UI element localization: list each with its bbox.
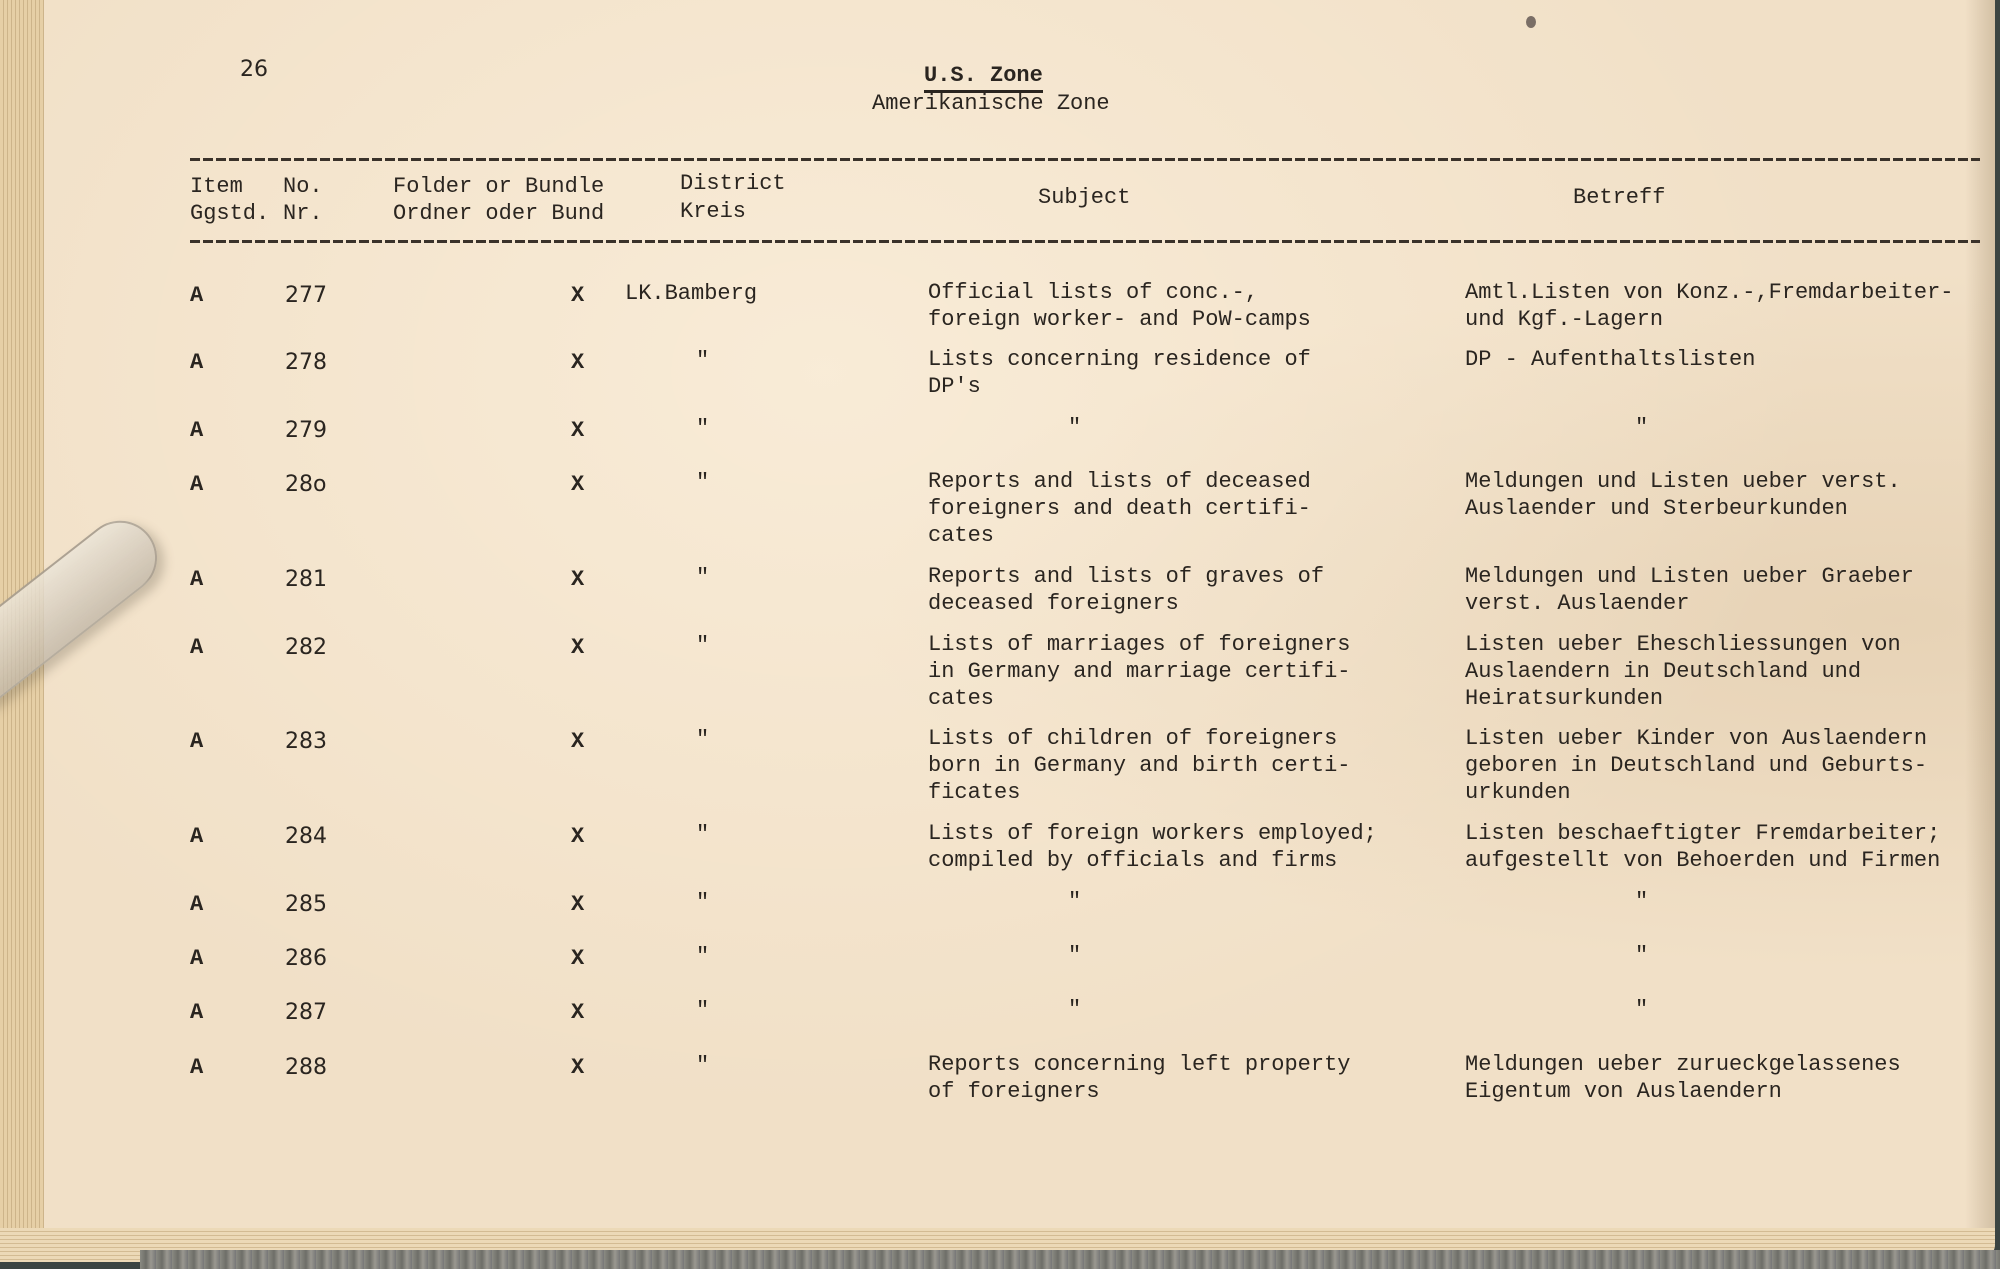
subject-cell: Lists of marriages of foreigners in Germany and marriage certifi- cates <box>928 632 1351 711</box>
number-cell: 286 <box>285 946 327 971</box>
number-cell: 277 <box>285 283 327 308</box>
col-district-en: District <box>680 171 786 196</box>
item-cell: A <box>190 472 204 497</box>
subject-cell: Reports and lists of deceased foreigners and death certifi- cates <box>928 469 1311 548</box>
folder-cell: X <box>571 892 585 917</box>
folder-cell: X <box>571 350 585 375</box>
folder-cell: X <box>571 472 585 497</box>
item-cell: A <box>190 567 204 592</box>
item-cell: A <box>190 283 204 308</box>
subject-cell: " <box>1068 415 1082 440</box>
subject-cell: Lists of children of foreigners born in Germany and birth certi- ficates <box>928 726 1351 805</box>
betreff-cell: Meldungen ueber zurueckgelassenes Eigentum von Auslaendern <box>1465 1052 1901 1104</box>
betreff-cell: " <box>1635 997 1649 1022</box>
folder-cell: X <box>571 1000 585 1025</box>
number-cell: 287 <box>285 1000 327 1025</box>
folder-cell: X <box>571 1055 585 1080</box>
district-cell: " <box>696 633 710 658</box>
number-cell: 279 <box>285 418 327 443</box>
number-cell: 284 <box>285 824 327 849</box>
subject-cell: Reports concerning left property of foreigners <box>928 1052 1351 1104</box>
subject-cell: Lists of foreign workers employed; compiled by officials and firms <box>928 821 1377 873</box>
item-cell: A <box>190 892 204 917</box>
number-cell: 28o <box>285 472 327 497</box>
subject-cell: Official lists of conc.-, foreign worker- and PoW-camps <box>928 280 1311 332</box>
col-subject: Subject <box>1038 185 1131 210</box>
item-cell: A <box>190 946 204 971</box>
item-cell: A <box>190 350 204 375</box>
item-cell: A <box>190 824 204 849</box>
col-folder-de: Ordner oder Bund <box>393 201 605 226</box>
col-item-en: Item <box>190 174 243 199</box>
betreff-cell: Amtl.Listen von Konz.-,Fremdarbeiter- und Kgf.-Lagern <box>1465 280 1954 332</box>
district-cell: " <box>696 727 710 752</box>
betreff-cell: Listen ueber Eheschliessungen von Auslaendern in Deutschland und Heiratsurkunden <box>1465 632 1901 711</box>
folder-cell: X <box>571 418 585 443</box>
subject-cell: " <box>1068 997 1082 1022</box>
district-cell: " <box>696 944 710 969</box>
header-rule-bottom <box>190 240 1980 243</box>
district-cell: " <box>696 890 710 915</box>
betreff-cell: " <box>1635 415 1649 440</box>
district-cell: LK.Bamberg <box>625 281 758 306</box>
header-rule-top <box>190 158 1980 161</box>
item-cell: A <box>190 1055 204 1080</box>
item-cell: A <box>190 729 204 754</box>
number-cell: 281 <box>285 567 327 592</box>
folder-cell: X <box>571 567 585 592</box>
col-folder-en: Folder or Bundle <box>393 174 605 199</box>
district-cell: " <box>696 416 710 441</box>
number-cell: 288 <box>285 1055 327 1080</box>
folder-cell: X <box>571 729 585 754</box>
district-cell: " <box>696 348 710 373</box>
col-betreff: Betreff <box>1573 185 1666 210</box>
district-cell: " <box>696 998 710 1023</box>
col-no-de: Nr. <box>283 201 323 226</box>
col-item-de: Ggstd. <box>190 201 270 226</box>
betreff-cell: Listen beschaeftigter Fremdarbeiter; aufgestellt von Behoerden und Firmen <box>1465 821 1941 873</box>
page-subtitle: Amerikanische Zone <box>872 91 1110 116</box>
district-cell: " <box>696 470 710 495</box>
number-cell: 278 <box>285 350 327 375</box>
item-cell: A <box>190 418 204 443</box>
number-cell: 282 <box>285 635 327 660</box>
folder-cell: X <box>571 635 585 660</box>
folder-cell: X <box>571 283 585 308</box>
betreff-cell: " <box>1635 889 1649 914</box>
number-cell: 285 <box>285 892 327 917</box>
col-no-en: No. <box>283 174 323 199</box>
district-cell: " <box>696 1053 710 1078</box>
betreff-cell: Listen ueber Kinder von Auslaendern geboren in Deutschland und Geburts- urkunden <box>1465 726 1928 805</box>
item-cell: A <box>190 635 204 660</box>
subject-cell: " <box>1068 943 1082 968</box>
subject-cell: " <box>1068 889 1082 914</box>
folder-cell: X <box>571 946 585 971</box>
subject-cell: Reports and lists of graves of deceased foreigners <box>928 564 1325 616</box>
betreff-cell: Meldungen und Listen ueber verst. Auslaender und Sterbeurkunden <box>1465 469 1901 521</box>
betreff-cell: DP - Aufenthaltslisten <box>1465 347 1756 372</box>
betreff-cell: Meldungen und Listen ueber Graeber verst. Auslaender <box>1465 564 1914 616</box>
page-title: U.S. Zone <box>924 62 1043 93</box>
number-cell: 283 <box>285 729 327 754</box>
folder-cell: X <box>571 824 585 849</box>
page-number: 26 <box>240 57 268 82</box>
subject-cell: Lists concerning residence of DP's <box>928 347 1311 399</box>
item-cell: A <box>190 1000 204 1025</box>
betreff-cell: " <box>1635 943 1649 968</box>
district-cell: " <box>696 565 710 590</box>
district-cell: " <box>696 822 710 847</box>
col-district-de: Kreis <box>680 199 747 224</box>
